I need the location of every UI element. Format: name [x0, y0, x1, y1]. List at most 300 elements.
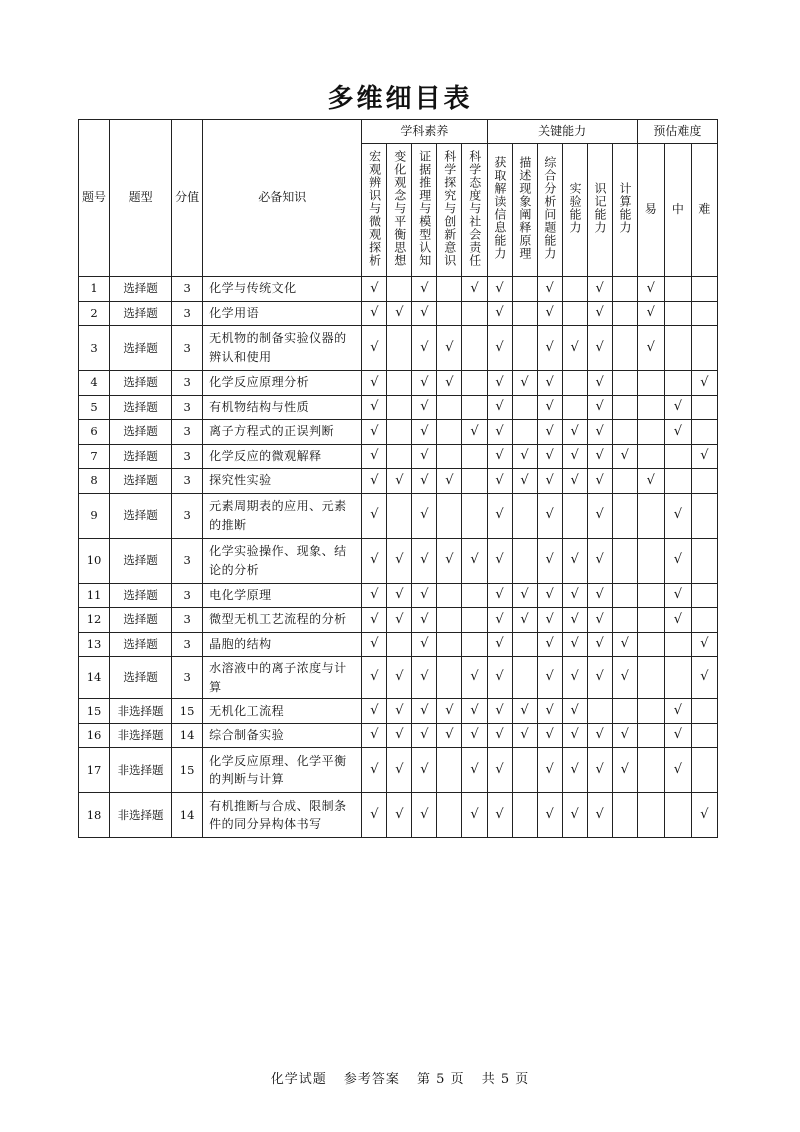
- check-mark-cell: √: [587, 444, 612, 469]
- check-mark-cell: √: [487, 608, 512, 633]
- check-mark-cell: √: [537, 748, 562, 793]
- empty-cell: [612, 793, 637, 838]
- row-number: 16: [79, 723, 110, 748]
- check-mark-cell: √: [362, 326, 387, 371]
- empty-cell: [437, 632, 462, 657]
- empty-cell: [387, 444, 412, 469]
- empty-cell: [437, 583, 462, 608]
- check-mark-cell: √: [412, 748, 437, 793]
- empty-cell: [664, 326, 691, 371]
- check-mark-cell: √: [587, 469, 612, 494]
- check-mark-cell: √: [664, 538, 691, 583]
- check-mark-cell: √: [587, 493, 612, 538]
- check-mark-cell: √: [612, 632, 637, 657]
- check-mark-cell: √: [612, 444, 637, 469]
- check-mark-cell: √: [612, 723, 637, 748]
- empty-cell: [512, 395, 537, 420]
- empty-cell: [691, 538, 717, 583]
- check-mark-cell: √: [537, 371, 562, 396]
- check-mark-cell: √: [587, 793, 612, 838]
- header-difficulty-hard: 难: [691, 144, 717, 277]
- empty-cell: [691, 583, 717, 608]
- check-mark-cell: √: [362, 657, 387, 699]
- table-row: [79, 538, 718, 583]
- header-literacy-2: 变化观念与平衡思想: [387, 144, 412, 277]
- check-mark-cell: √: [587, 632, 612, 657]
- row-number: 18: [79, 793, 110, 838]
- check-mark-cell: √: [664, 723, 691, 748]
- empty-cell: [637, 583, 664, 608]
- check-mark-cell: √: [512, 469, 537, 494]
- check-mark-cell: √: [691, 657, 717, 699]
- empty-cell: [691, 420, 717, 445]
- row-knowledge: 化学用语: [203, 301, 362, 326]
- check-mark-cell: √: [587, 395, 612, 420]
- check-mark-cell: √: [362, 371, 387, 396]
- row-question-type: 非选择题: [110, 723, 172, 748]
- empty-cell: [462, 469, 487, 494]
- check-mark-cell: √: [487, 493, 512, 538]
- table-row: [79, 301, 718, 326]
- check-mark-cell: √: [512, 444, 537, 469]
- row-question-type: 非选择题: [110, 699, 172, 724]
- check-mark-cell: √: [362, 277, 387, 302]
- row-score: 15: [172, 699, 203, 724]
- empty-cell: [512, 657, 537, 699]
- empty-cell: [512, 493, 537, 538]
- row-question-type: 选择题: [110, 493, 172, 538]
- row-knowledge: 综合制备实验: [203, 723, 362, 748]
- empty-cell: [691, 277, 717, 302]
- check-mark-cell: √: [637, 326, 664, 371]
- row-score: 3: [172, 444, 203, 469]
- check-mark-cell: √: [512, 583, 537, 608]
- check-mark-cell: √: [437, 326, 462, 371]
- check-mark-cell: √: [562, 723, 587, 748]
- row-question-type: 非选择题: [110, 793, 172, 838]
- check-mark-cell: √: [562, 632, 587, 657]
- check-mark-cell: √: [362, 444, 387, 469]
- empty-cell: [637, 748, 664, 793]
- check-mark-cell: √: [664, 395, 691, 420]
- footer-total: 共 5 页: [481, 1072, 530, 1087]
- check-mark-cell: √: [387, 583, 412, 608]
- check-mark-cell: √: [362, 583, 387, 608]
- empty-cell: [637, 444, 664, 469]
- check-mark-cell: √: [437, 371, 462, 396]
- row-score: 3: [172, 657, 203, 699]
- check-mark-cell: √: [537, 608, 562, 633]
- table-row: [79, 723, 718, 748]
- check-mark-cell: √: [487, 326, 512, 371]
- header-group-ability: 关键能力: [487, 120, 637, 144]
- empty-cell: [512, 420, 537, 445]
- row-knowledge: 化学反应原理分析: [203, 371, 362, 396]
- row-number: 7: [79, 444, 110, 469]
- check-mark-cell: √: [537, 657, 562, 699]
- empty-cell: [612, 326, 637, 371]
- empty-cell: [562, 395, 587, 420]
- row-number: 5: [79, 395, 110, 420]
- row-number: 9: [79, 493, 110, 538]
- check-mark-cell: √: [437, 469, 462, 494]
- empty-cell: [664, 632, 691, 657]
- empty-cell: [512, 326, 537, 371]
- row-knowledge: 探究性实验: [203, 469, 362, 494]
- check-mark-cell: √: [437, 538, 462, 583]
- header-ability-6: 计算能力: [612, 144, 637, 277]
- page-title: 多维细目表: [327, 84, 473, 114]
- empty-cell: [387, 326, 412, 371]
- check-mark-cell: √: [362, 493, 387, 538]
- table-row: [79, 793, 718, 838]
- row-knowledge: 水溶液中的离子浓度与计算: [203, 657, 362, 699]
- empty-cell: [562, 493, 587, 538]
- empty-cell: [691, 395, 717, 420]
- check-mark-cell: √: [412, 493, 437, 538]
- row-score: 15: [172, 748, 203, 793]
- check-mark-cell: √: [487, 538, 512, 583]
- empty-cell: [462, 583, 487, 608]
- empty-cell: [437, 608, 462, 633]
- check-mark-cell: √: [412, 420, 437, 445]
- empty-cell: [637, 632, 664, 657]
- empty-cell: [691, 326, 717, 371]
- row-score: 3: [172, 277, 203, 302]
- row-knowledge: 化学实验操作、现象、结论的分析: [203, 538, 362, 583]
- check-mark-cell: √: [537, 493, 562, 538]
- check-mark-cell: √: [437, 699, 462, 724]
- row-number: 15: [79, 699, 110, 724]
- check-mark-cell: √: [664, 608, 691, 633]
- check-mark-cell: √: [612, 748, 637, 793]
- check-mark-cell: √: [487, 420, 512, 445]
- check-mark-cell: √: [387, 699, 412, 724]
- check-mark-cell: √: [562, 699, 587, 724]
- row-score: 14: [172, 723, 203, 748]
- empty-cell: [691, 493, 717, 538]
- table-row: [79, 395, 718, 420]
- check-mark-cell: √: [362, 301, 387, 326]
- check-mark-cell: √: [587, 748, 612, 793]
- check-mark-cell: √: [537, 301, 562, 326]
- check-mark-cell: √: [462, 699, 487, 724]
- check-mark-cell: √: [437, 723, 462, 748]
- header-num: 题号: [79, 120, 110, 277]
- table-row: [79, 326, 718, 371]
- row-knowledge: 元素周期表的应用、元素的推断: [203, 493, 362, 538]
- check-mark-cell: √: [587, 583, 612, 608]
- check-mark-cell: √: [562, 469, 587, 494]
- check-mark-cell: √: [362, 793, 387, 838]
- footer-subject: 化学试题: [270, 1072, 327, 1087]
- table-row: [79, 748, 718, 793]
- header-literacy-3: 证据推理与模型认知: [412, 144, 437, 277]
- check-mark-cell: √: [412, 371, 437, 396]
- row-number: 17: [79, 748, 110, 793]
- row-score: 3: [172, 395, 203, 420]
- table-row: [79, 420, 718, 445]
- page-footer: [0, 1068, 800, 1087]
- check-mark-cell: √: [587, 657, 612, 699]
- row-number: 10: [79, 538, 110, 583]
- empty-cell: [612, 371, 637, 396]
- check-mark-cell: √: [537, 277, 562, 302]
- empty-cell: [664, 371, 691, 396]
- empty-cell: [637, 371, 664, 396]
- check-mark-cell: √: [362, 608, 387, 633]
- header-ability-3: 综合分析问题能力: [537, 144, 562, 277]
- header-ability-1: 获取解读信息能力: [487, 144, 512, 277]
- row-score: 3: [172, 608, 203, 633]
- check-mark-cell: √: [587, 301, 612, 326]
- row-question-type: 选择题: [110, 395, 172, 420]
- check-mark-cell: √: [487, 632, 512, 657]
- check-mark-cell: √: [587, 277, 612, 302]
- check-mark-cell: √: [487, 301, 512, 326]
- check-mark-cell: √: [412, 469, 437, 494]
- check-mark-cell: √: [512, 723, 537, 748]
- empty-cell: [437, 301, 462, 326]
- check-mark-cell: √: [387, 748, 412, 793]
- empty-cell: [462, 632, 487, 657]
- table-row: [79, 493, 718, 538]
- check-mark-cell: √: [462, 277, 487, 302]
- empty-cell: [387, 632, 412, 657]
- row-score: 14: [172, 793, 203, 838]
- row-score: 3: [172, 469, 203, 494]
- row-question-type: 选择题: [110, 371, 172, 396]
- empty-cell: [637, 608, 664, 633]
- row-knowledge: 化学反应原理、化学平衡的判断与计算: [203, 748, 362, 793]
- empty-cell: [437, 277, 462, 302]
- row-knowledge: 晶胞的结构: [203, 632, 362, 657]
- check-mark-cell: √: [487, 793, 512, 838]
- empty-cell: [637, 723, 664, 748]
- row-question-type: 选择题: [110, 608, 172, 633]
- check-mark-cell: √: [637, 277, 664, 302]
- row-question-type: 选择题: [110, 583, 172, 608]
- table-body: [79, 277, 718, 838]
- check-mark-cell: √: [412, 699, 437, 724]
- table-row: [79, 444, 718, 469]
- empty-cell: [612, 277, 637, 302]
- check-mark-cell: √: [462, 657, 487, 699]
- header-group-literacy: 学科素养: [362, 120, 487, 144]
- check-mark-cell: √: [587, 538, 612, 583]
- check-mark-cell: √: [412, 326, 437, 371]
- empty-cell: [612, 395, 637, 420]
- header-literacy-1: 宏观辨识与微观探析: [362, 144, 387, 277]
- row-knowledge: 有机物结构与性质: [203, 395, 362, 420]
- row-knowledge: 有机推断与合成、限制条件的同分异构体书写: [203, 793, 362, 838]
- check-mark-cell: √: [412, 277, 437, 302]
- row-score: 3: [172, 326, 203, 371]
- row-number: 12: [79, 608, 110, 633]
- row-number: 13: [79, 632, 110, 657]
- empty-cell: [612, 493, 637, 538]
- empty-cell: [637, 420, 664, 445]
- empty-cell: [691, 469, 717, 494]
- check-mark-cell: √: [412, 444, 437, 469]
- empty-cell: [612, 301, 637, 326]
- check-mark-cell: √: [387, 793, 412, 838]
- header-literacy-5: 科学态度与社会责任: [462, 144, 487, 277]
- empty-cell: [664, 301, 691, 326]
- empty-cell: [512, 632, 537, 657]
- footer-doc: 参考答案: [343, 1072, 400, 1087]
- check-mark-cell: √: [664, 748, 691, 793]
- check-mark-cell: √: [537, 583, 562, 608]
- empty-cell: [637, 538, 664, 583]
- check-mark-cell: √: [362, 538, 387, 583]
- check-mark-cell: √: [362, 723, 387, 748]
- empty-cell: [437, 493, 462, 538]
- empty-cell: [512, 538, 537, 583]
- header-ability-2: 描述现象阐释原理: [512, 144, 537, 277]
- empty-cell: [637, 493, 664, 538]
- empty-cell: [462, 444, 487, 469]
- empty-cell: [387, 493, 412, 538]
- check-mark-cell: √: [462, 748, 487, 793]
- row-knowledge: 微型无机工艺流程的分析: [203, 608, 362, 633]
- check-mark-cell: √: [512, 371, 537, 396]
- check-mark-cell: √: [412, 723, 437, 748]
- empty-cell: [462, 371, 487, 396]
- empty-cell: [462, 608, 487, 633]
- check-mark-cell: √: [587, 371, 612, 396]
- header-knowledge: 必备知识: [203, 120, 362, 277]
- check-mark-cell: √: [387, 469, 412, 494]
- check-mark-cell: √: [487, 371, 512, 396]
- header-group-difficulty: 预估难度: [637, 120, 717, 144]
- row-question-type: 选择题: [110, 444, 172, 469]
- row-question-type: 选择题: [110, 538, 172, 583]
- check-mark-cell: √: [412, 395, 437, 420]
- empty-cell: [637, 657, 664, 699]
- empty-cell: [437, 748, 462, 793]
- row-number: 4: [79, 371, 110, 396]
- footer-page: 第 5 页: [417, 1072, 465, 1087]
- check-mark-cell: √: [362, 395, 387, 420]
- check-mark-cell: √: [537, 793, 562, 838]
- empty-cell: [612, 420, 637, 445]
- empty-cell: [691, 748, 717, 793]
- empty-cell: [462, 395, 487, 420]
- check-mark-cell: √: [387, 538, 412, 583]
- check-mark-cell: √: [462, 723, 487, 748]
- check-mark-cell: √: [537, 326, 562, 371]
- row-knowledge: 化学与传统文化: [203, 277, 362, 302]
- check-mark-cell: √: [691, 632, 717, 657]
- row-number: 14: [79, 657, 110, 699]
- check-mark-cell: √: [487, 444, 512, 469]
- table-row: [79, 632, 718, 657]
- row-question-type: 选择题: [110, 632, 172, 657]
- check-mark-cell: √: [462, 420, 487, 445]
- table-row: [79, 583, 718, 608]
- row-question-type: 选择题: [110, 301, 172, 326]
- check-mark-cell: √: [537, 395, 562, 420]
- empty-cell: [387, 395, 412, 420]
- check-mark-cell: √: [587, 608, 612, 633]
- check-mark-cell: √: [487, 469, 512, 494]
- check-mark-cell: √: [487, 723, 512, 748]
- empty-cell: [462, 326, 487, 371]
- check-mark-cell: √: [412, 608, 437, 633]
- empty-cell: [437, 657, 462, 699]
- empty-cell: [612, 608, 637, 633]
- empty-cell: [462, 301, 487, 326]
- header-ability-5: 识记能力: [587, 144, 612, 277]
- check-mark-cell: √: [612, 657, 637, 699]
- check-mark-cell: √: [412, 657, 437, 699]
- empty-cell: [664, 793, 691, 838]
- check-mark-cell: √: [562, 583, 587, 608]
- check-mark-cell: √: [487, 748, 512, 793]
- row-score: 3: [172, 420, 203, 445]
- check-mark-cell: √: [562, 326, 587, 371]
- row-number: 11: [79, 583, 110, 608]
- empty-cell: [664, 277, 691, 302]
- check-mark-cell: √: [562, 420, 587, 445]
- check-mark-cell: √: [412, 301, 437, 326]
- row-question-type: 选择题: [110, 469, 172, 494]
- check-mark-cell: √: [512, 608, 537, 633]
- empty-cell: [437, 793, 462, 838]
- check-mark-cell: √: [362, 420, 387, 445]
- row-knowledge: 无机物的制备实验仪器的辨认和使用: [203, 326, 362, 371]
- check-mark-cell: √: [562, 444, 587, 469]
- empty-cell: [437, 444, 462, 469]
- empty-cell: [691, 699, 717, 724]
- empty-cell: [691, 301, 717, 326]
- row-score: 3: [172, 371, 203, 396]
- row-knowledge: 电化学原理: [203, 583, 362, 608]
- empty-cell: [664, 469, 691, 494]
- empty-cell: [612, 538, 637, 583]
- table-row: [79, 469, 718, 494]
- table-row: [79, 371, 718, 396]
- check-mark-cell: √: [412, 793, 437, 838]
- check-mark-cell: √: [664, 420, 691, 445]
- row-knowledge: 离子方程式的正误判断: [203, 420, 362, 445]
- row-number: 8: [79, 469, 110, 494]
- empty-cell: [512, 277, 537, 302]
- empty-cell: [387, 277, 412, 302]
- check-mark-cell: √: [387, 301, 412, 326]
- check-mark-cell: √: [412, 538, 437, 583]
- empty-cell: [612, 699, 637, 724]
- empty-cell: [462, 493, 487, 538]
- check-mark-cell: √: [537, 420, 562, 445]
- empty-cell: [437, 420, 462, 445]
- check-mark-cell: √: [537, 723, 562, 748]
- check-mark-cell: √: [637, 301, 664, 326]
- table-row: [79, 657, 718, 699]
- empty-cell: [664, 657, 691, 699]
- check-mark-cell: √: [664, 493, 691, 538]
- empty-cell: [612, 469, 637, 494]
- check-mark-cell: √: [664, 583, 691, 608]
- check-mark-cell: √: [362, 699, 387, 724]
- header-score: 分值: [172, 120, 203, 277]
- check-mark-cell: √: [537, 699, 562, 724]
- row-number: 1: [79, 277, 110, 302]
- empty-cell: [612, 583, 637, 608]
- row-score: 3: [172, 583, 203, 608]
- check-mark-cell: √: [691, 371, 717, 396]
